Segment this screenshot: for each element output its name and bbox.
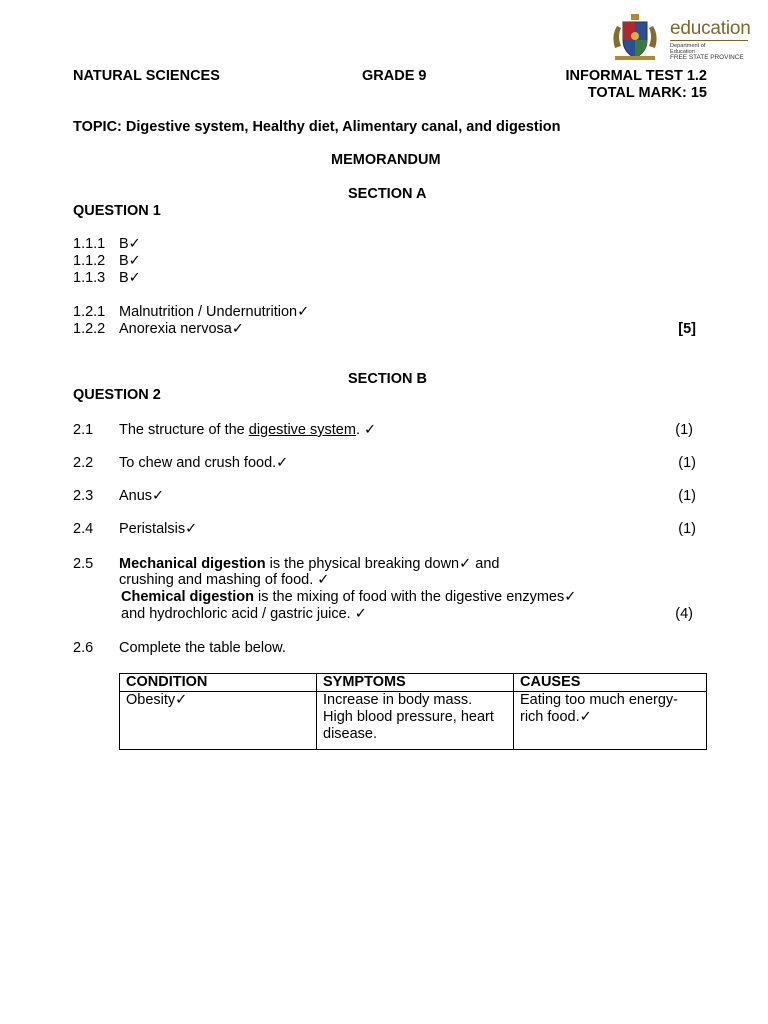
education-logo [603,12,753,64]
answer-text: Anorexia nervosa✓ [119,321,244,337]
question-number: 2.3 [73,488,94,504]
symptom-line: High blood pressure, heart [323,709,494,725]
answer-number: 1.2.1 [73,304,106,320]
question-number: 2.4 [73,521,94,537]
mark-2-1: (1) [675,422,693,438]
question-number: 2.2 [73,455,94,471]
term-chemical-digestion: Chemical digestion [121,589,254,605]
section-a-title: SECTION A [348,186,427,202]
mark-2-5: (4) [675,606,693,622]
question-2-title: QUESTION 2 [73,387,161,403]
answer-number: 1.2.2 [73,321,106,337]
underlined-term: digestive system [248,422,356,438]
term-mechanical-digestion: Mechanical digestion [119,556,266,572]
question-number: 2.6 [73,640,94,656]
answer-number: 1.1.3 [73,270,106,286]
total-mark: TOTAL MARK: 15 [587,85,707,101]
mark-2-2: (1) [678,455,696,471]
answer-2-1 [119,422,376,439]
cause-line: Eating too much energy- [520,692,678,708]
answer-text: is the physical breaking down✓ and [265,556,500,572]
memorandum-title: MEMORANDUM [331,152,441,168]
table-row [120,692,707,750]
logo-line-2: Education [670,49,695,55]
question-2-6-text: Complete the table below. [119,640,286,656]
subject-title: NATURAL SCIENCES [73,68,220,84]
section-b-title: SECTION B [348,371,427,387]
answer-2-2: To chew and crush food.✓ [119,455,289,471]
question-number: 2.5 [73,556,94,572]
symptom-line: Increase in body mass. [323,692,473,708]
answer-text: B✓ [119,270,141,286]
mark-2-3: (1) [678,488,696,504]
logo-divider [670,40,748,41]
table-header-row [120,674,707,692]
answer-text: Malnutrition / Undernutrition✓ [119,304,310,320]
answer-2-5-chemical [121,589,576,606]
cause-line: rich food.✓ [520,709,592,725]
logo-word: education [670,18,751,39]
test-title: INFORMAL TEST 1.2 [565,68,707,84]
answer-text: crushing and mashing of food. ✓ [119,572,330,588]
answer-2-4: Peristalsis✓ [119,521,198,537]
answer-text: B✓ [119,236,141,252]
symptom-line: disease. [323,726,378,742]
header-causes: CAUSES [514,674,707,692]
answer-text: is the mixing of food with the digestive enzymes✓ [253,589,577,605]
answer-2-3: Anus✓ [119,488,165,504]
header-symptoms: SYMPTOMS [317,674,514,692]
cell-causes [514,692,707,750]
answer-number: 1.1.2 [73,253,106,269]
answer-text: The structure of the [119,422,249,438]
section-a-total: [5] [678,321,696,337]
cell-symptoms [317,692,514,750]
mark-2-4: (1) [678,521,696,537]
topic-line: TOPIC: Digestive system, Healthy diet, Alimentary canal, and digestion [73,119,561,135]
question-1-title: QUESTION 1 [73,203,161,219]
answer-2-5-mechanical [119,556,499,573]
logo-line-3: FREE STATE PROVINCE [670,54,744,61]
question-number: 2.1 [73,422,94,438]
coat-of-arms-icon [603,12,667,64]
answer-text: and hydrochloric acid / gastric juice. ✓ [121,606,367,622]
logo-line-1: Department of [670,43,706,49]
header-condition: CONDITION [120,674,317,692]
grade-title: GRADE 9 [362,68,427,84]
answer-text: . ✓ [355,422,377,438]
condition-table [119,673,707,750]
answer-text: B✓ [119,253,141,269]
answer-number: 1.1.1 [73,236,106,252]
cell-condition: Obesity✓ [120,692,317,750]
